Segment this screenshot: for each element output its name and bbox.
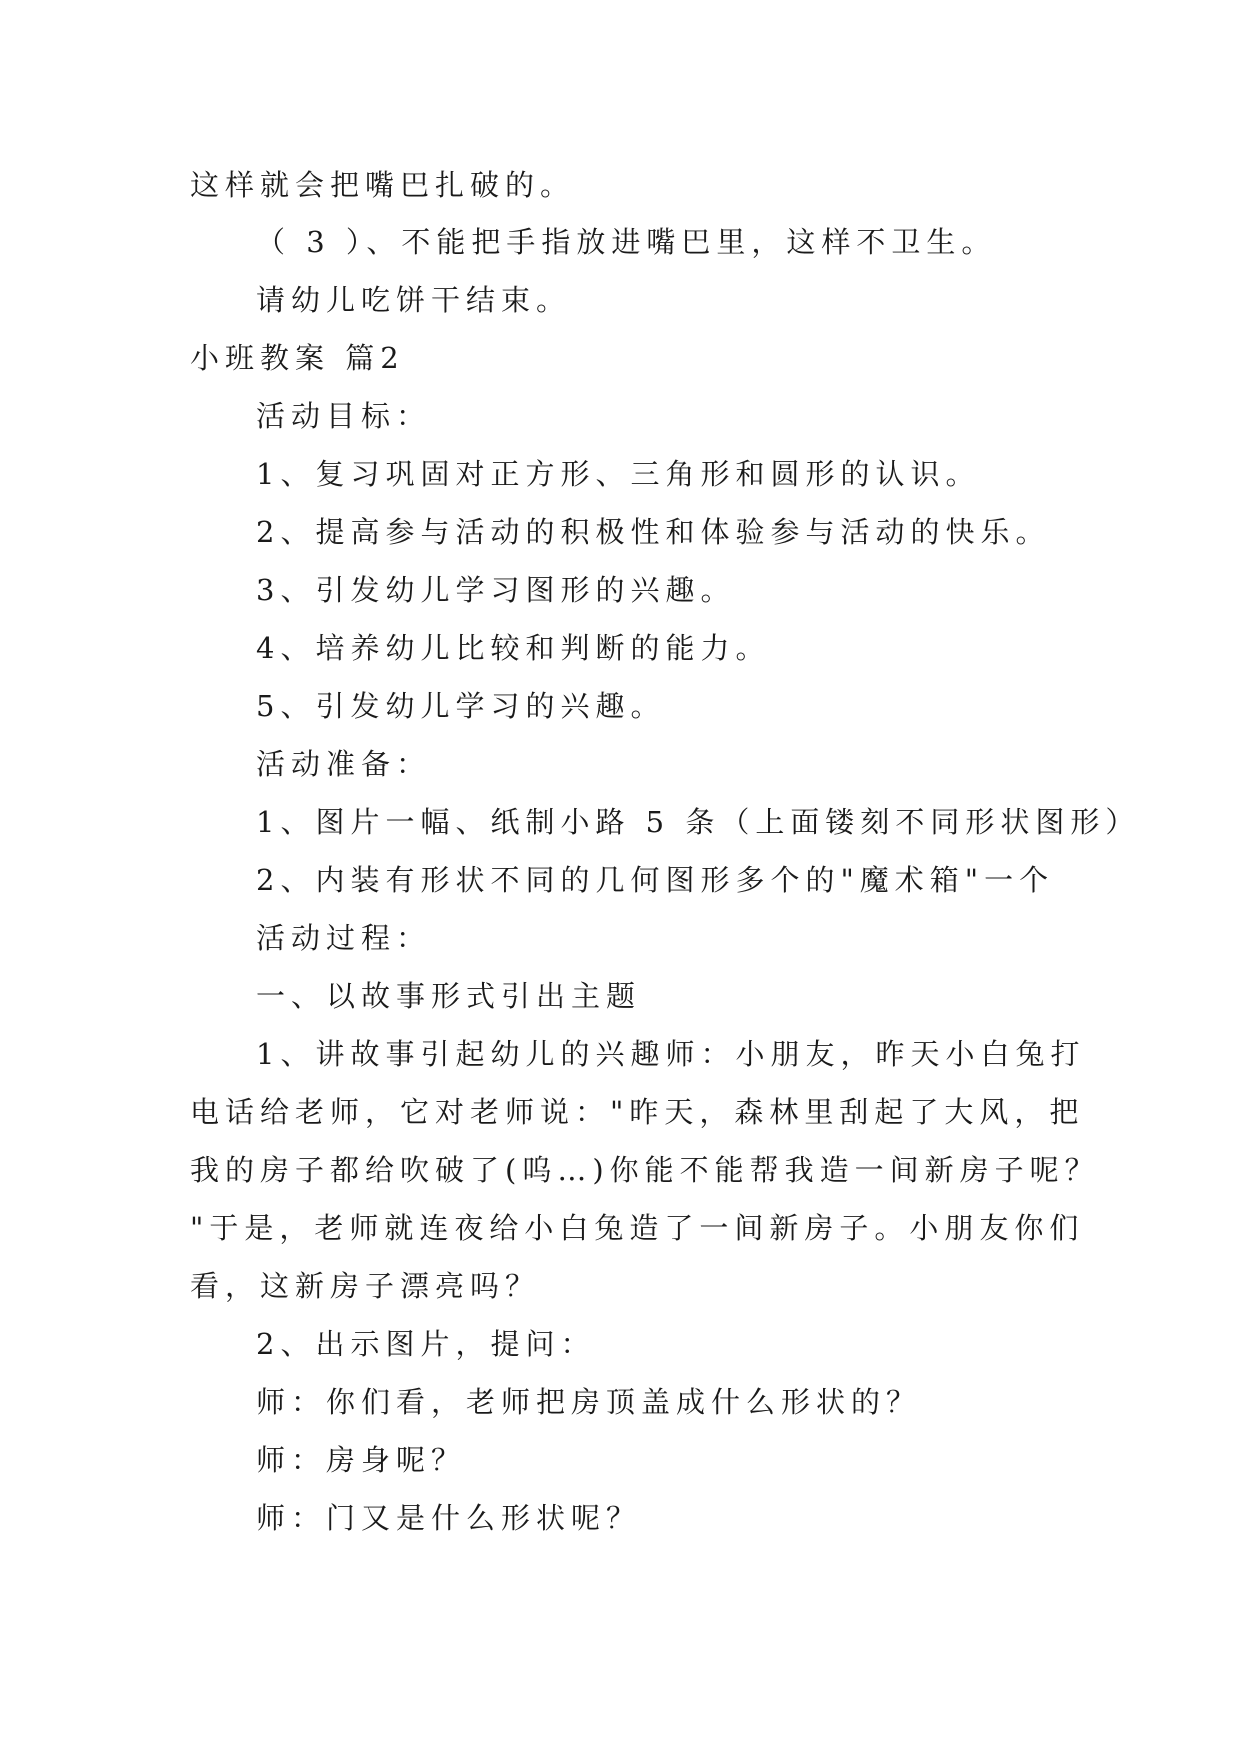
paragraph-line: 我的房子都给吹破了(呜…)你能不能帮我造一间新房子呢？ (190, 1153, 1100, 1187)
paragraph-line: 师：你们看，老师把房顶盖成什么形状的？ (256, 1385, 922, 1419)
paragraph-line: 请幼儿吃饼干结束。 (256, 283, 572, 317)
subheading: 活动过程： (256, 921, 432, 955)
list-item: 3、引发幼儿学习图形的兴趣。 (256, 573, 736, 607)
list-item: 1、复习巩固对正方形、三角形和圆形的认识。 (256, 457, 981, 491)
paragraph-line: 2、出示图片，提问： (256, 1327, 596, 1361)
list-item: 1、图片一幅、纸制小路 5 条（上面镂刻不同形状图形） (256, 805, 1141, 839)
list-item: 5、引发幼儿学习的兴趣。 (256, 689, 666, 723)
section-heading: 小班教案 篇2 (190, 341, 405, 375)
list-item: 2、提高参与活动的积极性和体验参与活动的快乐。 (256, 515, 1051, 549)
paragraph-line: 1、讲故事引起幼儿的兴趣师：小朋友，昨天小白兔打 (256, 1037, 1086, 1071)
paragraph-line: 一、以故事形式引出主题 (256, 979, 642, 1013)
list-item: 4、培养幼儿比较和判断的能力。 (256, 631, 771, 665)
paragraph-line: （ 3 ）、不能把手指放进嘴巴里，这样不卫生。 (256, 225, 997, 259)
subheading: 活动准备： (256, 747, 432, 781)
paragraph-line: "于是，老师就连夜给小白兔造了一间新房子。小朋友你们 (190, 1211, 1085, 1245)
paragraph-line: 电话给老师，它对老师说："昨天，森林里刮起了大风，把 (190, 1095, 1085, 1129)
paragraph-line: 这样就会把嘴巴扎破的。 (190, 168, 576, 202)
subheading: 活动目标： (256, 399, 432, 433)
paragraph-line: 看，这新房子漂亮吗？ (190, 1269, 541, 1303)
list-item: 2、内装有形状不同的几何图形多个的"魔术箱"一个 (256, 863, 1055, 897)
paragraph-line: 师：房身呢？ (256, 1443, 467, 1477)
paragraph-line: 师：门又是什么形状呢？ (256, 1501, 642, 1535)
